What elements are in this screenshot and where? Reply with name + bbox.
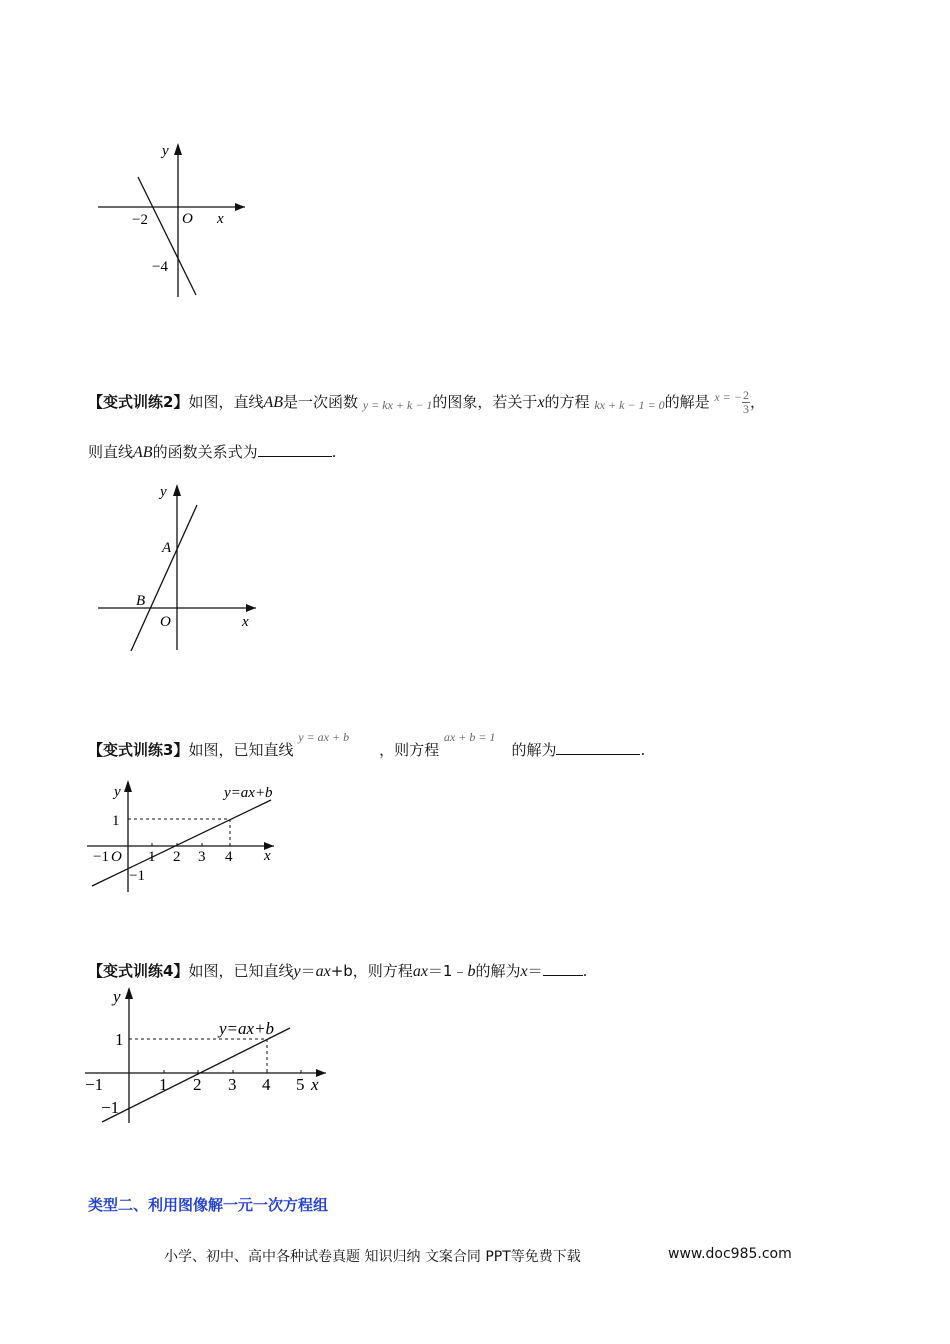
- var-ax: ax: [315, 963, 331, 980]
- x-tick-4: 4: [262, 1075, 271, 1094]
- x-tick-1: 1: [159, 1075, 168, 1094]
- var-x: x: [537, 394, 545, 411]
- fraction-denominator: 3: [742, 402, 749, 416]
- equation: ax + b = 1: [443, 730, 496, 744]
- y-axis-label: y: [160, 484, 167, 500]
- figure-4-graph: [82, 983, 332, 1129]
- function-formula: y = ax + b: [298, 730, 350, 744]
- x-tick-4: 4: [225, 849, 233, 865]
- y-intercept-label: −4: [152, 259, 168, 275]
- origin-label: O: [160, 614, 171, 630]
- y-axis-label: y: [114, 784, 121, 800]
- var-x: x: [520, 963, 528, 980]
- text-segment: .: [331, 443, 337, 461]
- equation: kx + k − 1 = 0: [594, 398, 665, 412]
- var-ax: ax: [412, 963, 428, 980]
- answer-blank[interactable]: [258, 442, 332, 457]
- x-axis-label: x: [264, 848, 271, 864]
- x-tick-3: 3: [198, 849, 206, 865]
- answer-blank[interactable]: [543, 961, 583, 976]
- text-segment: 的函数关系式为: [152, 443, 258, 461]
- y-axis-label: y: [113, 987, 121, 1006]
- x-tick-5: 5: [296, 1075, 305, 1094]
- x-axis-label: x: [311, 1075, 319, 1094]
- y-tick-neg1: −1: [129, 868, 145, 884]
- section-heading: 类型二、利用图像解一元一次方程组: [88, 1196, 329, 1214]
- text-segment: +b: [330, 962, 353, 980]
- solution-lhs: x = −: [714, 390, 742, 404]
- text-segment: 的方程: [544, 393, 590, 411]
- var-y: y: [293, 963, 301, 980]
- x-axis-label: x: [242, 614, 249, 630]
- x-intercept-label: −2: [132, 212, 148, 228]
- text-segment: ，则方程: [352, 962, 413, 980]
- text-segment: 的解是: [664, 393, 710, 411]
- x-axis-label: x: [217, 211, 224, 227]
- y-tick-1: 1: [112, 813, 120, 829]
- exercise-3-text: [88, 730, 646, 760]
- text-segment: 的解为: [511, 741, 557, 759]
- point-b-label: B: [136, 593, 146, 609]
- var-b: b: [467, 963, 476, 980]
- text-segment: ＝: [527, 962, 543, 980]
- x-tick-2: 2: [173, 849, 181, 865]
- exercise-3-tag: 【变式训练3】: [88, 741, 189, 759]
- exercise-4-text: [88, 960, 587, 981]
- figure-1-graph: [90, 135, 250, 305]
- footer-right[interactable]: www.doc985.com: [668, 1246, 792, 1262]
- exercise-2-tag: 【变式训练2】: [88, 393, 189, 411]
- function-formula: y = kx + k − 1: [362, 398, 433, 412]
- text-segment: 的解为: [475, 962, 521, 980]
- origin-label: O: [182, 211, 193, 227]
- text-segment: 如图，已知直线: [188, 962, 294, 980]
- text-segment: ＝1﹣: [427, 962, 468, 980]
- footer-left: 小学、初中、高中各种试卷真题 知识归纳 文案合同 PPT等免费下载: [164, 1249, 581, 1265]
- text-segment: 如图，直线: [188, 393, 264, 411]
- y-tick-neg1: −1: [101, 1098, 120, 1117]
- solution-fraction: [742, 389, 750, 416]
- y-axis-label: y: [162, 143, 169, 159]
- answer-blank[interactable]: [556, 740, 640, 755]
- text-segment: 如图，已知直线: [188, 741, 294, 759]
- x-tick-2: 2: [193, 1075, 202, 1094]
- x-tick-1: 1: [148, 849, 156, 865]
- exercise-4-tag: 【变式训练4】: [88, 962, 189, 980]
- figure-2-graph: [90, 478, 270, 658]
- figure-3-graph: [84, 776, 284, 898]
- origin-label: O: [111, 849, 122, 865]
- point-a-label: A: [162, 540, 172, 556]
- text-segment: 的图象，若关于: [432, 393, 538, 411]
- text-segment: ，: [749, 393, 765, 411]
- line-ab: AB: [133, 444, 153, 461]
- text-segment: .: [582, 962, 588, 980]
- text-segment: ，则方程: [379, 741, 440, 759]
- line-label: y=ax+b: [219, 1019, 275, 1038]
- exercise-2-text: [88, 389, 765, 416]
- x-tick-neg1: −1: [85, 1075, 104, 1094]
- line-label: y=ax+b: [224, 785, 273, 801]
- line-ab: AB: [263, 394, 284, 411]
- text-segment: ＝: [300, 962, 316, 980]
- x-tick-neg1: −1: [93, 849, 109, 865]
- text-segment: 则直线: [88, 443, 134, 461]
- text-segment: .: [640, 741, 646, 759]
- y-tick-1: 1: [115, 1030, 124, 1049]
- x-tick-3: 3: [228, 1075, 237, 1094]
- exercise-2-text-line2: [88, 441, 336, 462]
- fraction-numerator: 2: [742, 388, 749, 402]
- text-segment: 是一次函数: [283, 393, 359, 411]
